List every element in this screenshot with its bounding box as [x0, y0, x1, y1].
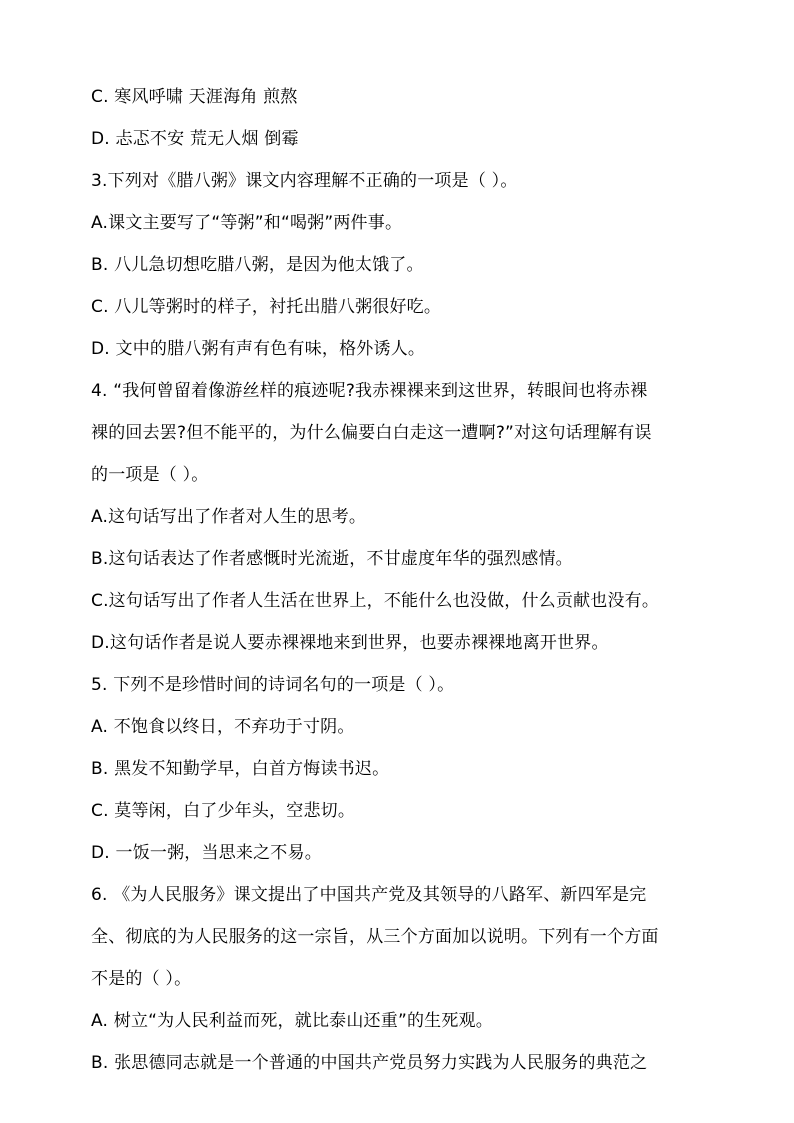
question-3: 3.下列对《腊八粥》课文内容理解不正确的一项是（ ）。 — [91, 171, 518, 191]
question-5: 5. 下列不是珍惜时间的诗词名句的一项是（ ）。 — [91, 675, 455, 695]
question-4-line-1: 4. “我何曾留着像游丝样的痕迹呢?我赤裸裸来到这世界，转眼间也将赤裸 — [91, 381, 648, 401]
option-d-words: D. 忐忑不安 荒无人烟 倒霉 — [91, 129, 299, 149]
q5-option-a: A. 不饱食以终日，不弃功于寸阴。 — [91, 717, 355, 737]
option-c-words: C. 寒风呼啸 天涯海角 煎熬 — [91, 87, 298, 107]
question-6-line-1: 6. 《为人民服务》课文提出了中国共产党及其领导的八路军、新四军是完 — [91, 885, 647, 905]
q4-option-c: C.这句话写出了作者人生活在世界上，不能什么也没做，什么贡献也没有。 — [91, 591, 660, 611]
question-4-line-3: 的一项是（ ）。 — [91, 465, 209, 485]
q5-option-b: B. 黑发不知勤学早，白首方悔读书迟。 — [91, 759, 390, 779]
question-4-line-2: 裸的回去罢?但不能平的，为什么偏要白白走这一遭啊?”对这句话理解有误 — [91, 423, 652, 443]
q4-option-a: A.这句话写出了作者对人生的思考。 — [91, 507, 367, 527]
q3-option-d: D. 文中的腊八粥有声有色有味，格外诱人。 — [91, 339, 426, 359]
question-6-line-3: 不是的（ ）。 — [91, 969, 192, 989]
q5-option-d: D. 一饭一粥，当思来之不易。 — [91, 843, 322, 863]
q4-option-b: B.这句话表达了作者感慨时光流逝，不甘虚度年华的强烈感情。 — [91, 549, 573, 569]
q6-option-b: B. 张思德同志就是一个普通的中国共产党员努力实践为人民服务的典范之 — [91, 1053, 648, 1073]
q3-option-b: B. 八儿急切想吃腊八粥，是因为他太饿了。 — [91, 255, 424, 275]
q5-option-c: C. 莫等闲，白了少年头，空悲切。 — [91, 801, 356, 821]
q3-option-a: A.课文主要写了“等粥”和“喝粥”两件事。 — [91, 213, 403, 233]
q6-option-a: A. 树立“为人民利益而死，就比泰山还重”的生死观。 — [91, 1011, 493, 1031]
question-6-line-2: 全、彻底的为人民服务的这一宗旨，从三个方面加以说明。下列有一个方面 — [91, 927, 659, 947]
q3-option-c: C. 八儿等粥时的样子，衬托出腊八粥很好吃。 — [91, 297, 442, 317]
q4-option-d: D.这句话作者是说人要赤裸裸地来到世界，也要赤裸裸地离开世界。 — [91, 633, 609, 653]
